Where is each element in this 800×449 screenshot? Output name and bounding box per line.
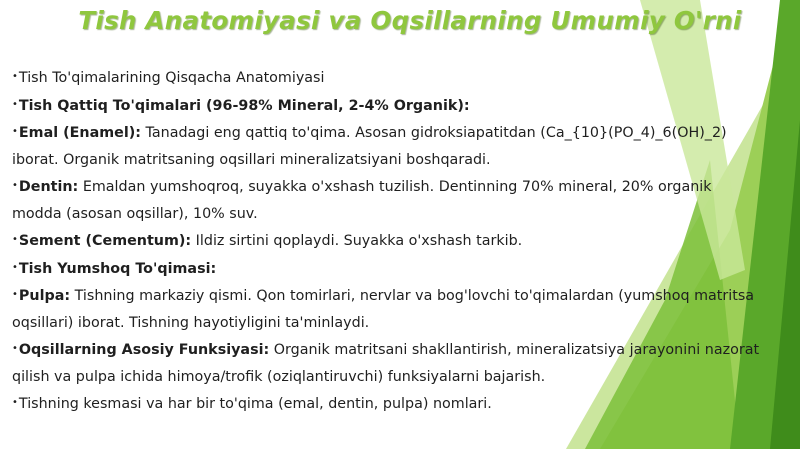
bullet-item bbox=[12, 64, 762, 92]
bullet-list bbox=[12, 64, 762, 418]
bullet-bold: Tish Qattiq To'qimalari (96-98% Mineral, 2-4% Organik): bbox=[18, 97, 470, 114]
bullet-item bbox=[12, 173, 762, 227]
bullet-dot: • bbox=[12, 98, 18, 110]
bullet-bold: Dentin: bbox=[18, 179, 79, 195]
bullet-item bbox=[12, 227, 762, 255]
bullet-item bbox=[12, 336, 762, 390]
bullet-dot: • bbox=[12, 397, 18, 408]
bullet-item bbox=[12, 390, 762, 418]
bullet-bold: Emal (Enamel): bbox=[18, 125, 141, 141]
bullet-dot: • bbox=[12, 261, 18, 273]
bullet-text: Emaldan yumshoqroq, suyakka o'xshash tuzilish. Dentinning 70% mineral, 20% organik modda (asosan oqsillar), 10% suv. bbox=[12, 179, 712, 222]
bullet-text: Tishning markaziy qismi. Qon tomirlari, nervlar va bog'lovchi to'qimalardan (yumshoq matritsa oqsillari) iborat. Tishning hayotiyligini ta'minlaydi. bbox=[12, 288, 755, 331]
bullet-text: Tanadagi eng qattiq to'qima. Asosan gidroksiapatitdan (Ca_{10}(PO_4)_6(OH)_2) iborat. Organik matritsaning oqsillari mineralizatsiyani boshqaradi. bbox=[12, 125, 727, 168]
bullet-dot: • bbox=[12, 126, 18, 137]
bullet-bold: Pulpa: bbox=[18, 288, 71, 304]
bullet-bold: Oqsillarning Asosiy Funksiyasi: bbox=[18, 342, 270, 358]
bullet-item bbox=[12, 119, 762, 173]
bullet-bold: Sement (Cementum): bbox=[18, 233, 192, 249]
bullet-item bbox=[12, 255, 762, 283]
bullet-dot: • bbox=[12, 289, 18, 300]
bullet-dot: • bbox=[12, 343, 18, 354]
bullet-text: Organik matritsani shakllantirish, mineralizatsiya jarayonini nazorat qilish va pulpa ichida himoya/trofik (oziqlantiruvchi) funksiyalarni bajarish. bbox=[12, 342, 760, 385]
bullet-dot: • bbox=[12, 71, 18, 82]
bullet-text: Tishning kesmasi va har bir to'qima (emal, dentin, pulpa) nomlari. bbox=[18, 396, 492, 412]
bullet-bold: Tish Yumshoq To'qimasi: bbox=[18, 260, 217, 277]
bullet-item bbox=[12, 282, 762, 336]
bullet-text: Ildiz sirtini qoplaydi. Suyakka o'xshash tarkib. bbox=[191, 233, 523, 249]
bullet-dot: • bbox=[12, 234, 18, 245]
bullet-text: Tish To'qimalarining Qisqacha Anatomiyasi bbox=[18, 70, 325, 86]
bullet-dot: • bbox=[12, 180, 18, 191]
bullet-item bbox=[12, 92, 762, 120]
slide-title: Tish Anatomiyasi va Oqsillarning Umumiy O'rni bbox=[78, 6, 742, 35]
